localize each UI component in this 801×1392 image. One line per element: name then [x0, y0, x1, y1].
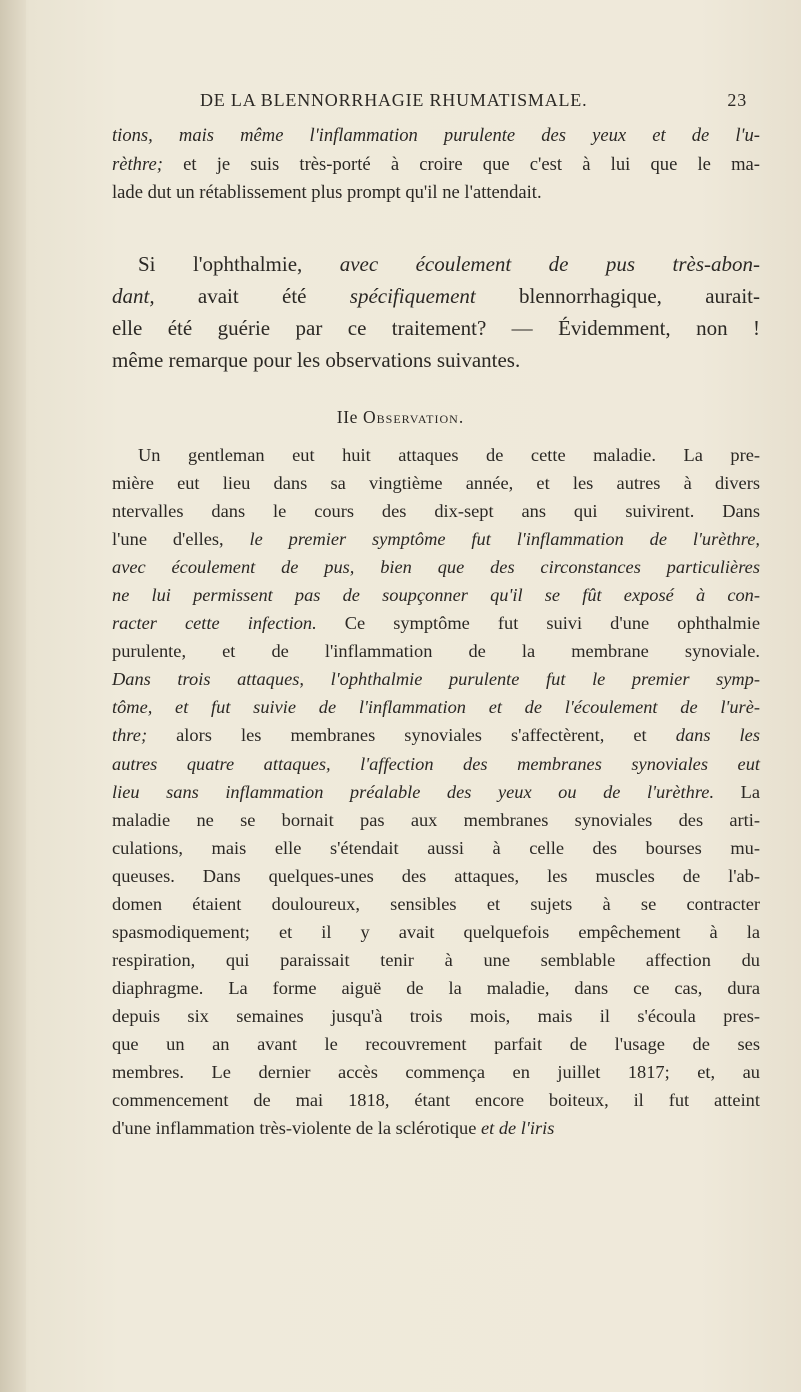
text-line: [112, 665, 760, 693]
italic-text: spécifiquement: [349, 284, 476, 308]
observation-number: IIe: [336, 407, 359, 427]
running-header: [100, 90, 747, 111]
roman-text: Un gentleman eut huit attaques de cette maladie. La pre-: [138, 445, 760, 465]
text-line: [112, 834, 760, 862]
running-title: DE LA BLENNORRHAGIE RHUMATISMALE.: [200, 90, 588, 110]
text-line: [112, 1030, 760, 1058]
text-line: [112, 280, 760, 312]
text-line: [112, 151, 760, 180]
roman-text: purulente, et de l'inflammation de la membrane synoviale.: [112, 641, 760, 662]
paragraph-continuation: [112, 122, 760, 208]
roman-text: l'une d'elles,: [112, 529, 250, 550]
italic-text: avec écoulement de pus très-abon-: [339, 252, 760, 276]
roman-text: alors les membranes synoviales s'affectèrent, et: [147, 725, 676, 746]
text-line: [112, 1002, 760, 1030]
italic-text: dant,: [112, 284, 155, 308]
text-line: [112, 122, 760, 151]
text-line: [112, 806, 760, 834]
text-line: [112, 918, 760, 946]
roman-text: respiration, qui paraissait tenir à une semblable affection du: [112, 949, 760, 970]
text-line: [112, 750, 760, 778]
roman-text: blennorrhagique, aurait-: [475, 284, 760, 308]
text-line: [112, 946, 760, 974]
text-line: [112, 609, 760, 637]
text-line: [112, 441, 760, 469]
text-line: [112, 1086, 760, 1114]
text-line: [112, 974, 760, 1002]
roman-text: domen étaient douloureux, sensibles et sujets à se contracter: [112, 893, 760, 914]
italic-text: racter cette infection.: [112, 613, 317, 634]
roman-text: et je suis très-porté à croire que c'est à lui que le ma-: [162, 153, 760, 175]
text-line: [112, 778, 760, 806]
text-line: [112, 344, 760, 376]
roman-text: mière eut lieu dans sa vingtième année, et les autres à divers: [112, 473, 760, 494]
text-line: [112, 581, 760, 609]
text-line: [112, 469, 760, 497]
text-line: [112, 248, 760, 280]
text-line: [112, 1114, 760, 1142]
roman-text: depuis six semaines jusqu'à trois mois, mais il s'écoula pres-: [112, 1005, 760, 1026]
roman-text: que un an avant le recouvrement parfait de l'usage de ses: [112, 1033, 760, 1054]
text-line: [112, 862, 760, 890]
roman-text: elle été guérie par ce traitement? — Évidemment, non !: [112, 316, 760, 340]
roman-text: culations, mais elle s'étendait aussi à celle des bourses mu-: [112, 837, 760, 858]
roman-text: diaphragme. La forme aiguë de la maladie, dans ce cas, dura: [112, 977, 760, 998]
page-number: 23: [727, 90, 747, 110]
roman-text: queuses. Dans quelques-unes des attaques, les muscles de l'ab-: [112, 865, 760, 886]
roman-text: même remarque pour les observations suivantes.: [112, 348, 521, 372]
roman-text: avait été: [154, 284, 350, 308]
text-line: [112, 525, 760, 553]
roman-text: spasmodiquement; et il y avait quelquefois empêchement à la: [112, 921, 760, 942]
roman-text: d'une inflammation très-violente de la sclérotique: [112, 1118, 481, 1139]
text-line: [112, 637, 760, 665]
italic-text: rèthre;: [112, 153, 163, 175]
italic-text: tôme, et fut suivie de l'inflammation et de l'écoulement de l'urè-: [112, 697, 760, 718]
roman-text: maladie ne se bornait pas aux membranes synoviales des arti-: [112, 809, 760, 830]
roman-text: La: [714, 781, 760, 802]
text-line: [112, 1058, 760, 1086]
roman-text: commencement de mai 1818, étant encore boiteux, il fut atteint: [112, 1090, 760, 1111]
italic-text: thre;: [112, 725, 148, 746]
text-line: [112, 890, 760, 918]
text-line: [112, 553, 760, 581]
paragraph-ophthalmie: [112, 248, 760, 376]
text-line: [112, 721, 760, 749]
roman-text: Si l'ophthalmie,: [138, 252, 340, 276]
italic-text: tions, mais même l'inflammation purulente des yeux et de l'u-: [112, 125, 760, 146]
text-line: [112, 179, 760, 208]
italic-text: autres quatre attaques, l'affection des membranes synoviales eut: [112, 753, 760, 774]
italic-text: ne lui permissent pas de soupçonner qu'il se fût exposé à con-: [112, 585, 760, 606]
roman-text: ntervalles dans le cours des dix-sept ans qui suivirent. Dans: [112, 501, 760, 522]
page-gutter: [0, 0, 26, 1392]
roman-text: lade dut un rétablissement plus prompt qu'il ne l'attendait.: [112, 182, 542, 204]
observation-heading: [0, 407, 801, 428]
paragraph-observation: [112, 441, 760, 1142]
italic-text: avec écoulement de pus, bien que des circonstances particulières: [112, 557, 760, 578]
italic-text: Dans trois attaques, l'ophthalmie purulente fut le premier symp-: [112, 669, 760, 690]
roman-text: membres. Le dernier accès commença en juillet 1817; et, au: [112, 1062, 760, 1083]
text-line: [112, 497, 760, 525]
italic-text: le premier symptôme fut l'inflammation de l'urèthre,: [249, 529, 760, 550]
roman-text: Ce symptôme fut suivi d'une ophthalmie: [316, 613, 760, 634]
italic-text: lieu sans inflammation préalable des yeux ou de l'urèthre.: [112, 781, 715, 802]
italic-text: et de l'iris: [480, 1118, 555, 1139]
text-line: [112, 312, 760, 344]
observation-label: Observation.: [363, 407, 465, 427]
text-line: [112, 693, 760, 721]
italic-text: dans les: [675, 725, 760, 746]
